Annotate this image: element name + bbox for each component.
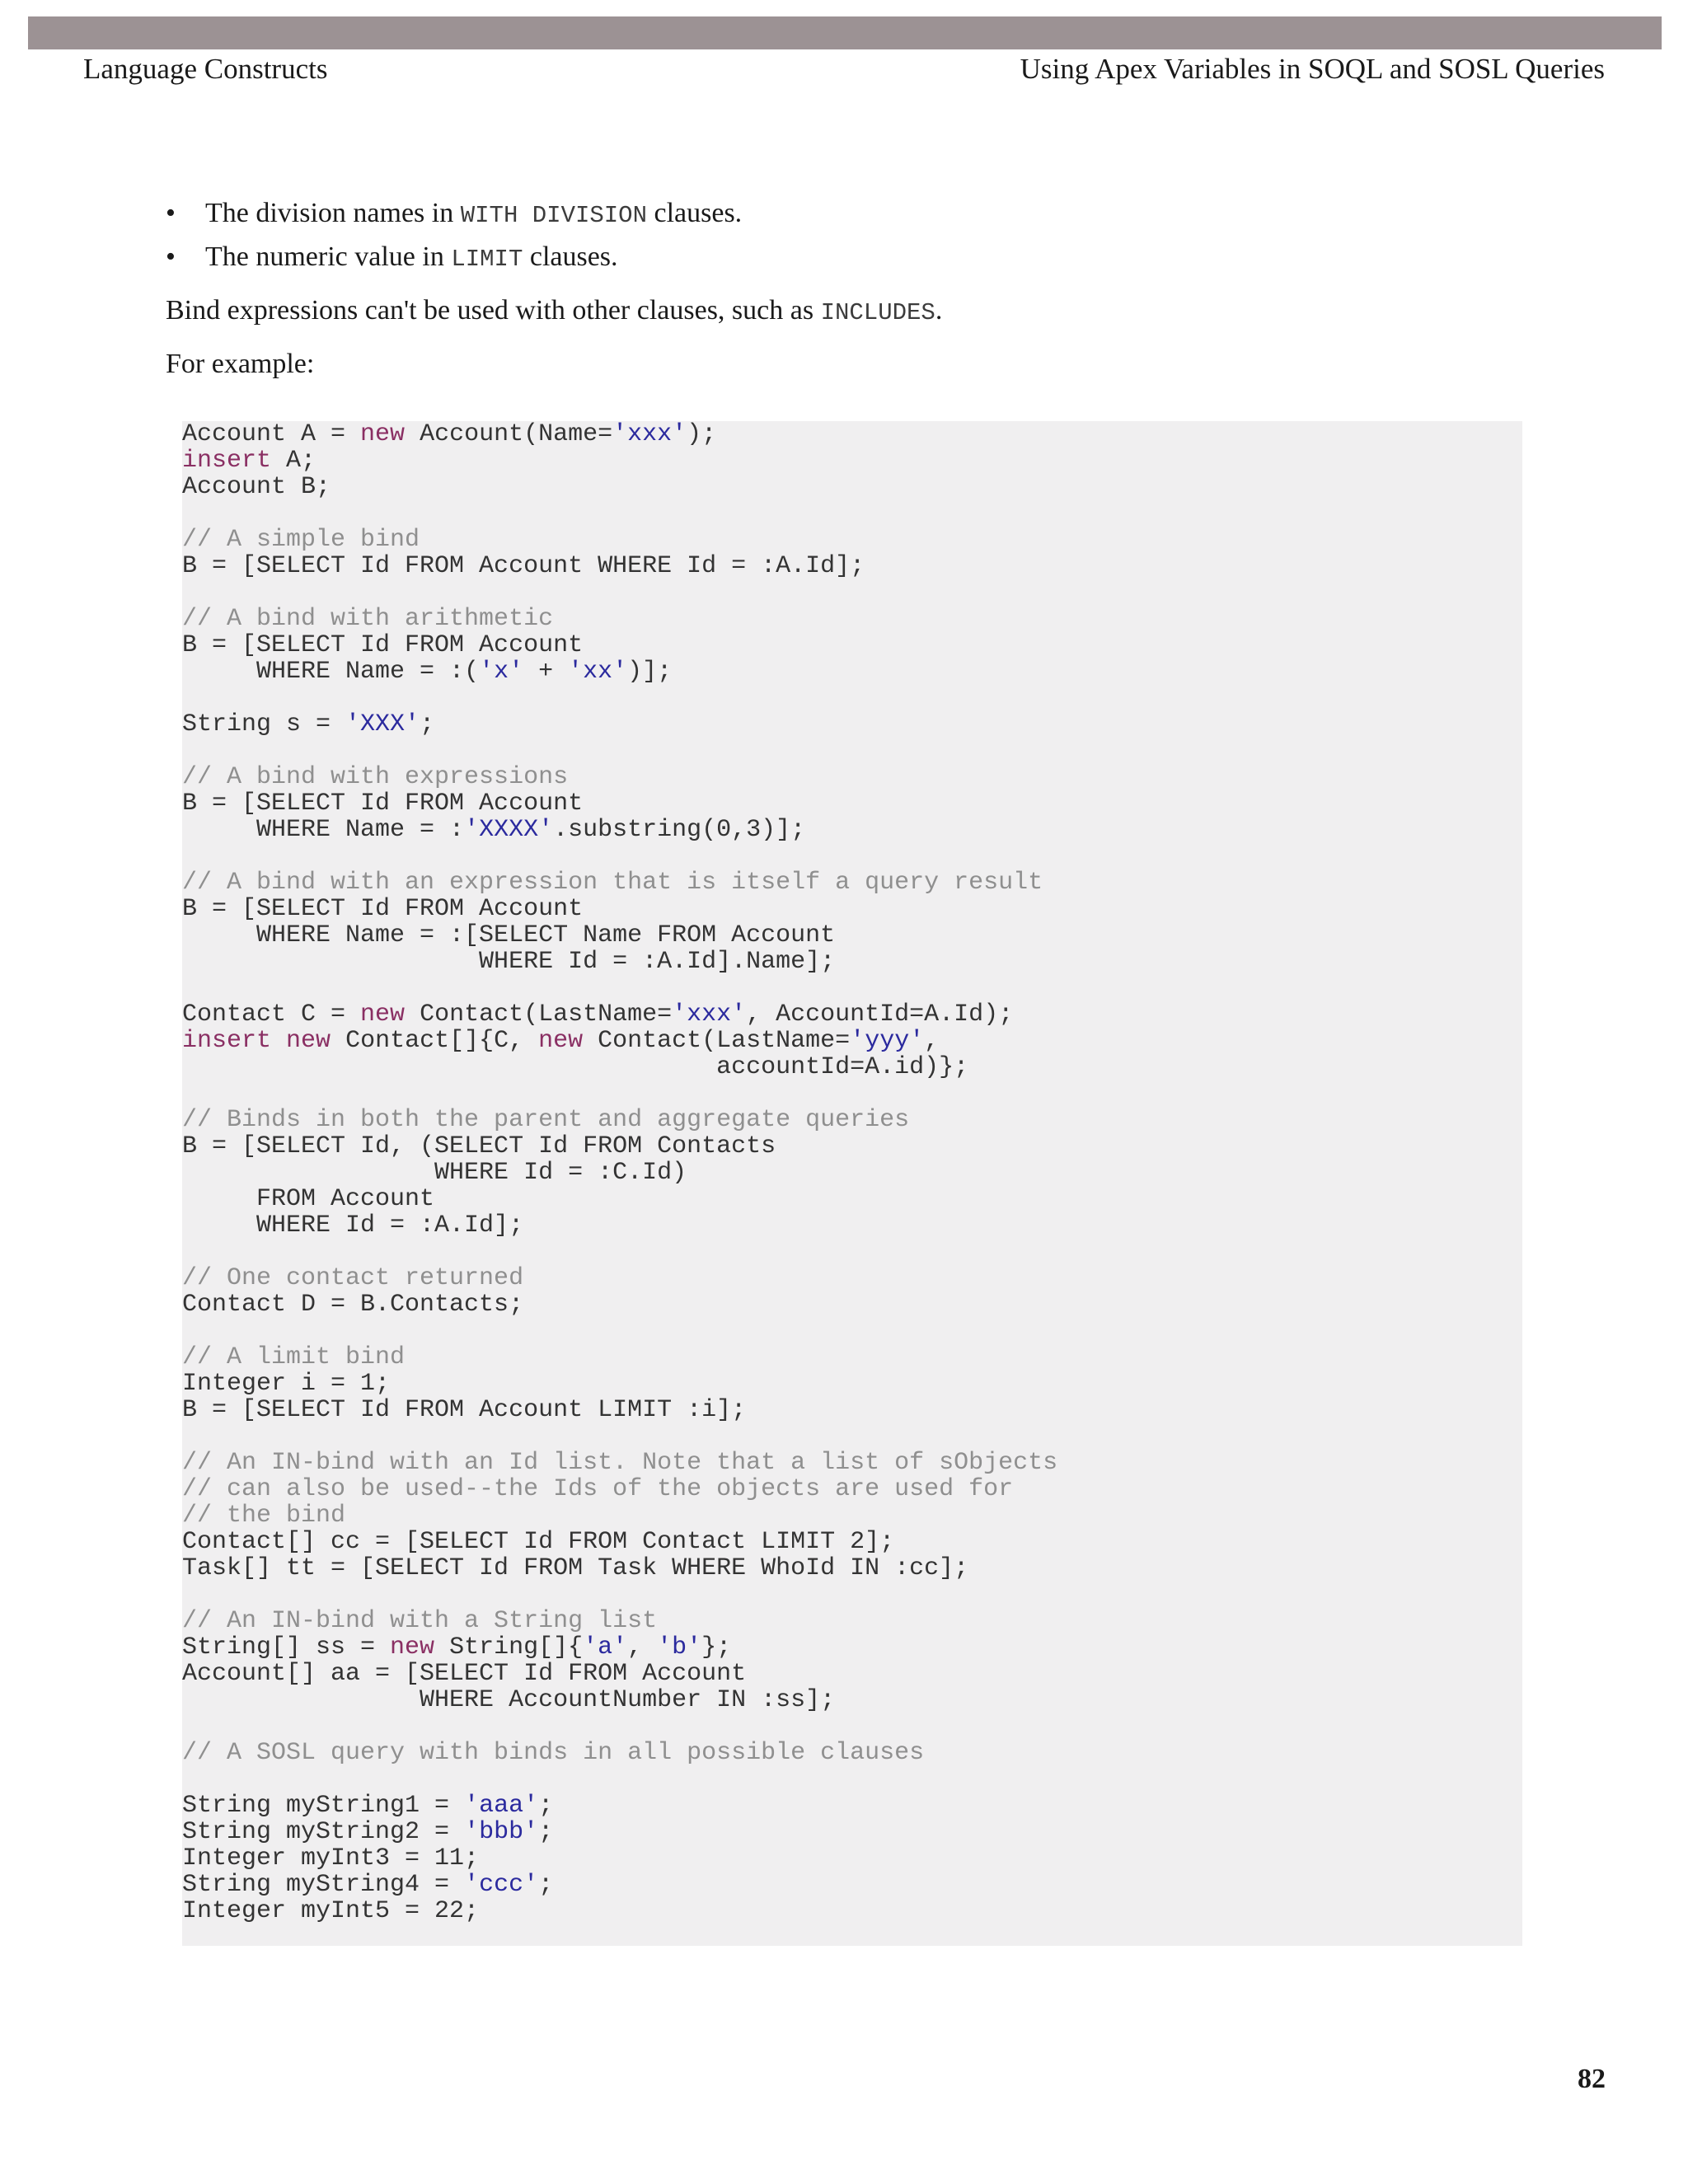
paragraph [166,290,1526,334]
code-line [182,1371,1522,1397]
code-line [182,1133,1522,1160]
code-line [182,1450,1522,1476]
code-line [182,922,1522,949]
code-comment: // An IN-bind with a String list [182,1607,658,1635]
inline-code: WITH DIVISION [460,202,647,229]
code-string: 'xxx' [612,420,687,448]
code-text: , [627,1633,658,1661]
code-text: Account(Name= [405,420,613,448]
code-line [182,1397,1522,1423]
code-keyword: new [360,420,406,448]
code-line [182,1186,1522,1212]
code-text: accountId=A.id)}; [182,1053,969,1081]
code-line [182,1582,1522,1608]
code-line [182,1001,1522,1028]
code-text: Integer myInt3 = 11; [182,1844,480,1872]
code-keyword: new [360,1001,406,1029]
code-line [182,1291,1522,1318]
code-line [182,817,1522,843]
code-text: B = [SELECT Id FROM Account [182,631,584,659]
code-text: WHERE Id = :A.Id].Name]; [182,948,836,976]
code-line [182,896,1522,922]
code-line [182,1608,1522,1634]
code-text: ; [538,1818,554,1846]
code-string: 'b' [657,1633,702,1661]
code-line [182,1555,1522,1582]
code-text: .substring(0,3)]; [553,816,806,844]
code-line [182,975,1522,1001]
code-text: ; [538,1792,554,1820]
code-line [182,685,1522,711]
code-text: String[]{ [434,1633,584,1661]
bullet-list [166,193,1526,280]
code-line [182,527,1522,553]
code-text: Integer myInt5 = 22; [182,1897,480,1925]
code-string: 'XXXX' [464,816,554,844]
bullet-text: clauses. [647,198,743,228]
bullet-dot: • [166,241,176,272]
code-comment: // An IN-bind with an Id list. Note that a list of sObjects [182,1449,1058,1477]
code-line [182,1239,1522,1265]
bullet-item [166,237,1526,280]
code-string: 'xxx' [672,1001,747,1029]
code-text: ; [420,710,435,738]
code-line [182,1845,1522,1872]
bullet-text: The division names in [205,198,461,228]
code-line [182,1107,1522,1133]
code-text: Contact(LastName= [405,1001,673,1029]
code-text: String myString1 = [182,1792,465,1820]
code-line [182,474,1522,500]
page-number: 82 [1578,2064,1606,2094]
code-line [182,1318,1522,1344]
code-keyword: new [538,1027,584,1055]
code-line [182,1344,1522,1371]
code-line [182,553,1522,579]
code-keyword: insert [182,1027,272,1055]
code-string: 'aaa' [464,1792,539,1820]
code-line [182,1898,1522,1924]
code-comment: // A bind with arithmetic [182,605,554,633]
code-keyword: new [286,1027,331,1055]
paragraph-text: . [935,295,943,326]
code-line [182,738,1522,764]
code-line [182,606,1522,632]
code-text: B = [SELECT Id FROM Account [182,895,584,923]
code-line [182,1793,1522,1819]
code-comment: // A simple bind [182,526,420,554]
code-text: B = [SELECT Id FROM Account LIMIT :i]; [182,1396,747,1424]
code-line [182,658,1522,685]
code-line [182,1740,1522,1766]
code-text: Integer i = 1; [182,1370,391,1398]
code-text: String myString2 = [182,1818,465,1846]
code-text: ); [687,420,717,448]
code-text: Account A = [182,420,361,448]
code-example [182,421,1522,1946]
page-body [166,193,1526,385]
bullet-text: The numeric value in [205,241,452,272]
code-line [182,1661,1522,1687]
code-line [182,1265,1522,1291]
code-line [182,1819,1522,1845]
code-text: FROM Account [182,1185,435,1213]
code-text: Contact[] cc = [SELECT Id FROM Contact LIMIT 2]; [182,1528,895,1556]
code-text [271,1027,286,1055]
code-line [182,764,1522,790]
code-line [182,1502,1522,1529]
code-line [182,1212,1522,1239]
code-line [182,1872,1522,1898]
code-text: Task[] tt = [SELECT Id FROM Task WHERE WhoId IN :cc]; [182,1554,969,1582]
inline-code: LIMIT [451,246,523,273]
code-text: WHERE Name = :[SELECT Name FROM Account [182,921,836,949]
code-line [182,1080,1522,1107]
code-text: String myString4 = [182,1871,465,1899]
code-line [182,1028,1522,1054]
code-text: WHERE AccountNumber IN :ss]; [182,1686,836,1714]
code-comment: // Binds in both the parent and aggregate queries [182,1106,910,1134]
code-text: A; [271,447,316,475]
chapter-title: Language Constructs [83,53,328,85]
header-bar [28,16,1662,49]
code-line [182,843,1522,869]
code-line [182,421,1522,448]
code-text: ; [538,1871,554,1899]
code-line [182,1713,1522,1740]
code-text: , AccountId=A.Id); [746,1001,1014,1029]
code-text: )]; [627,658,673,686]
code-text: Contact[]{C, [331,1027,539,1055]
code-string: 'bbb' [464,1818,539,1846]
code-line [182,1476,1522,1502]
bullet-item [166,193,1526,237]
code-text: , [924,1027,940,1055]
code-line [182,711,1522,738]
code-string: 'x' [479,658,524,686]
code-text: Contact D = B.Contacts; [182,1291,524,1319]
code-line [182,448,1522,474]
bullet-text: clauses. [523,241,618,272]
code-comment: // A limit bind [182,1343,406,1371]
code-comment: // A SOSL query with binds in all possible clauses [182,1739,925,1767]
code-text: B = [SELECT Id, (SELECT Id FROM Contacts [182,1132,776,1160]
code-keyword: insert [182,447,272,475]
code-comment: // A bind with an expression that is itself a query result [182,869,1043,897]
code-string: 'yyy' [850,1027,925,1055]
code-line [182,1529,1522,1555]
code-line [182,949,1522,975]
code-text: WHERE Name = : [182,816,465,844]
code-text: WHERE Name = :( [182,658,480,686]
code-line [182,1687,1522,1713]
section-title: Using Apex Variables in SOQL and SOSL Queries [1020,53,1605,85]
inline-code: INCLUDES [820,299,935,326]
code-text: Account[] aa = [SELECT Id FROM Account [182,1660,747,1688]
code-line [182,790,1522,817]
code-comment: // A bind with expressions [182,763,569,791]
code-text: Contact(LastName= [583,1027,851,1055]
code-line [182,1160,1522,1186]
code-line [182,1423,1522,1450]
code-comment: // can also be used--the Ids of the objects are used for [182,1475,1014,1503]
code-line [182,1766,1522,1793]
code-text: WHERE Id = :A.Id]; [182,1212,524,1240]
code-line [182,500,1522,527]
code-string: 'xx' [568,658,628,686]
code-text: String[] ss = [182,1633,391,1661]
code-string: 'a' [583,1633,628,1661]
code-text: B = [SELECT Id FROM Account [182,790,584,818]
code-comment: // One contact returned [182,1264,524,1292]
code-text: B = [SELECT Id FROM Account WHERE Id = :A.Id]; [182,552,865,580]
code-line [182,1054,1522,1080]
code-line [182,579,1522,606]
example-intro: For example: [166,349,315,379]
code-keyword: new [390,1633,435,1661]
code-string: 'XXX' [345,710,420,738]
code-listing [182,421,1522,1924]
code-comment: // the bind [182,1502,346,1530]
code-text: }; [701,1633,732,1661]
code-text: Account B; [182,473,331,501]
code-text: Contact C = [182,1001,361,1029]
code-line [182,1634,1522,1661]
code-line [182,869,1522,896]
code-text: String s = [182,710,346,738]
code-text: WHERE Id = :C.Id) [182,1159,687,1187]
paragraph-text: Bind expressions can't be used with other clauses, such as [166,295,821,326]
code-line [182,632,1522,658]
bullet-dot: • [166,198,176,228]
code-text: + [523,658,569,686]
code-string: 'ccc' [464,1871,539,1899]
